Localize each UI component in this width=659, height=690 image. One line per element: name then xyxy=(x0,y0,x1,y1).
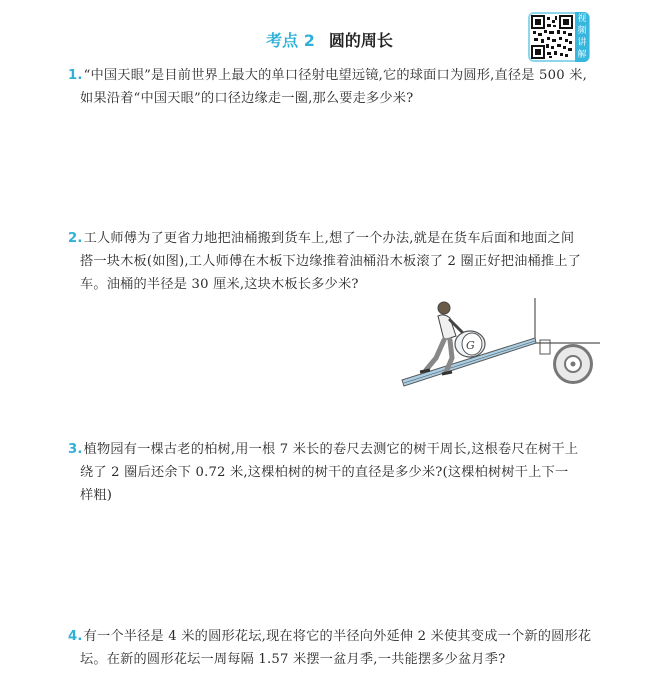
truck-wheel-icon xyxy=(553,344,593,384)
question-2-line-1: 2.工人师傅为了更省力地把油桶搬到货车上,想了一个办法,就是在货车后面和地面之间 xyxy=(68,231,575,246)
question-3-number: 3. xyxy=(68,442,83,457)
question-3-line-1: 3.植物园有一棵古老的柏树,用一根 7 米长的卷尺去测它的树干周长,这根卷尺在树干上 xyxy=(68,442,579,457)
oil-barrel-icon xyxy=(455,331,485,357)
barrel-label: G xyxy=(466,339,475,352)
question-3 xyxy=(68,438,608,507)
section-code: 考点 2 xyxy=(266,31,315,50)
question-1-line-1: 1.“中国天眼”是目前世界上最大的单口径射电望远镜,它的球面口为圆形,直径是 500 米, xyxy=(68,68,587,83)
ramp-illustration xyxy=(400,296,600,388)
question-4 xyxy=(68,625,608,671)
question-3-line-3: 样粗) xyxy=(80,488,113,503)
question-1 xyxy=(68,64,608,110)
question-2-line-2: 搭一块木板(如图),工人师傅在木板下边缘推着油桶沿木板滚了 2 圈正好把油桶推上了 xyxy=(80,254,582,269)
qr-code-icon[interactable] xyxy=(531,15,573,59)
question-2-line-3: 车。油桶的半径是 30 厘米,这块木板长多少米? xyxy=(80,277,359,292)
question-2 xyxy=(68,227,608,296)
question-1-line-2: 如果沿着“中国天眼”的口径边缘走一圈,那么要走多少米? xyxy=(80,91,414,106)
video-explanation-tag[interactable]: 视频讲解 xyxy=(575,12,589,62)
question-2-number: 2. xyxy=(68,231,83,246)
question-1-number: 1. xyxy=(68,68,83,83)
question-4-number: 4. xyxy=(68,629,83,644)
section-title: 圆的周长 xyxy=(328,31,393,50)
question-3-line-2: 绕了 2 圈后还余下 0.72 米,这棵柏树的树干的直径是多少米?(这棵柏树树干上下一 xyxy=(80,465,569,480)
question-4-line-1: 4.有一个半径是 4 米的圆形花坛,现在将它的半径向外延伸 2 米使其变成一个新的圆形花 xyxy=(68,629,592,644)
question-4-line-2: 坛。在新的圆形花坛一周每隔 1.57 米摆一盆月季,一共能摆多少盆月季? xyxy=(80,652,506,667)
